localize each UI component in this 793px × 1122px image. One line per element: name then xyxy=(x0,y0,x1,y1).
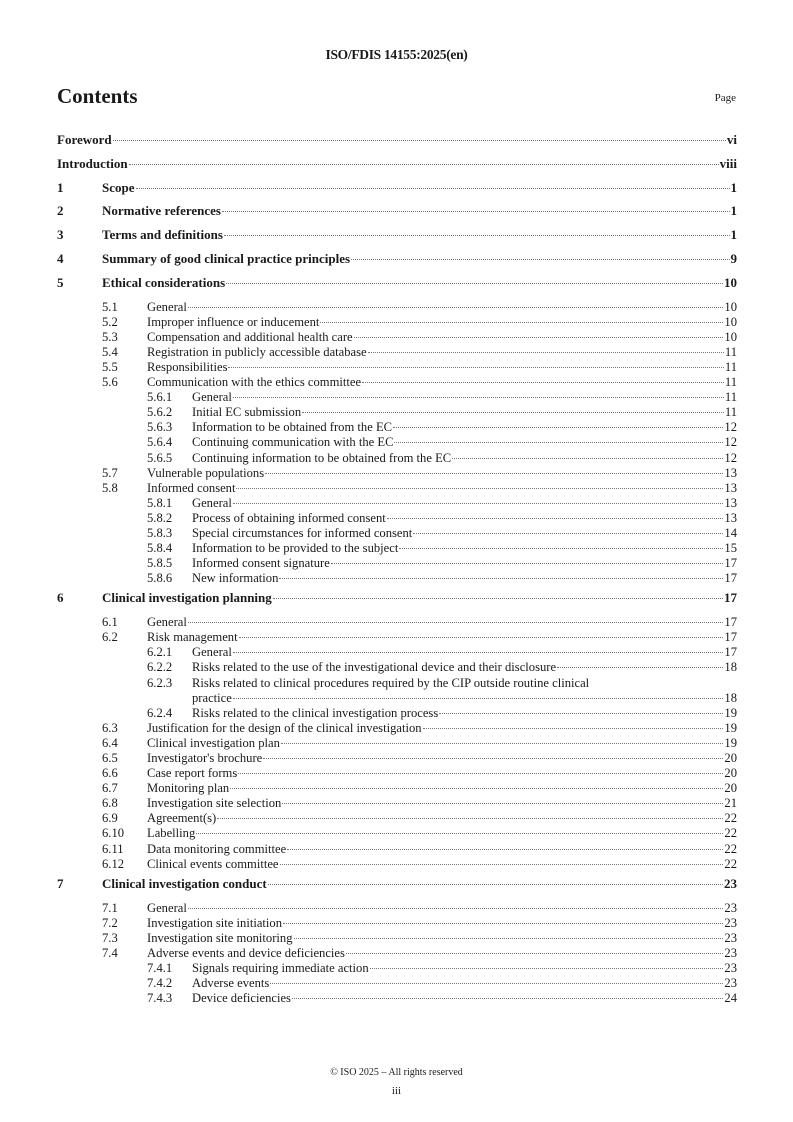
toc-entry-page: 12 xyxy=(724,420,737,435)
toc-entry-title: Compensation and additional health care xyxy=(147,329,353,344)
toc-entry-page: 22 xyxy=(724,856,737,871)
toc-entry-number: 5.5 xyxy=(102,359,118,374)
toc-entry-number: 6.8 xyxy=(102,796,118,811)
toc-entry[interactable] xyxy=(57,751,737,766)
dot-leader xyxy=(233,502,724,504)
table-of-contents xyxy=(57,128,737,1006)
toc-entry-page: 19 xyxy=(724,720,737,735)
toc-entry-title: Process of obtaining informed consent xyxy=(192,510,386,525)
toc-entry-page: 20 xyxy=(724,781,737,796)
toc-entry-page: 22 xyxy=(724,811,737,826)
toc-entry-number: 6.6 xyxy=(102,766,118,781)
toc-entry-page: 12 xyxy=(724,435,737,450)
dot-leader xyxy=(280,863,724,865)
toc-entry[interactable] xyxy=(57,676,737,706)
toc-entry[interactable] xyxy=(57,152,737,176)
dot-leader xyxy=(287,848,723,850)
toc-entry-page: 10 xyxy=(724,314,737,329)
toc-entry-number: 5.2 xyxy=(102,314,118,329)
toc-entry-page: 23 xyxy=(724,900,737,915)
toc-entry-number: 5.8 xyxy=(102,480,118,495)
toc-entry-title: Investigator's brochure xyxy=(147,751,263,765)
toc-entry-number: 6.2.1 xyxy=(147,645,173,660)
toc-entry-page: 19 xyxy=(724,735,737,750)
toc-entry-title: General xyxy=(147,615,187,630)
dot-leader xyxy=(320,321,723,323)
toc-entry-page: 17 xyxy=(724,556,737,571)
toc-entry-title: Clinical investigation planning xyxy=(102,590,272,606)
dot-leader xyxy=(188,306,724,308)
document-header-id: ISO/FDIS 14155:2025(en) xyxy=(325,47,468,62)
toc-entry-title: Investigation site monitoring xyxy=(147,930,293,945)
toc-entry-number: 5.8.3 xyxy=(147,525,173,540)
toc-entry[interactable] xyxy=(57,526,737,541)
toc-entry-page: 9 xyxy=(730,250,737,266)
toc-entry-page: 1 xyxy=(730,179,737,195)
toc-entry-title: General xyxy=(147,900,187,915)
toc-entry-title: Device deficiencies xyxy=(192,991,291,1006)
toc-entry-page: 19 xyxy=(724,705,737,720)
toc-entry-page: 11 xyxy=(724,390,737,405)
dot-leader xyxy=(188,907,724,909)
toc-entry-number: 5.4 xyxy=(102,344,118,359)
toc-entry-title: Agreement(s) xyxy=(147,811,217,826)
toc-entry[interactable] xyxy=(57,247,737,271)
toc-entry-page: 11 xyxy=(724,344,737,359)
toc-entry-page: 13 xyxy=(724,465,737,480)
toc-entry-title: Clinical events committee xyxy=(147,856,279,871)
toc-entry[interactable] xyxy=(57,961,737,976)
toc-entry-number: 6.11 xyxy=(102,841,124,856)
toc-entry[interactable] xyxy=(57,176,737,200)
footer-page-number: iii xyxy=(391,1085,402,1097)
footer-copyright: © ISO 2025 – All rights reserved xyxy=(330,1067,463,1078)
toc-entry-title: Signals requiring immediate action xyxy=(192,960,369,975)
toc-entry-page: 14 xyxy=(724,525,737,540)
toc-entry-number: 6.5 xyxy=(102,751,118,765)
toc-entry[interactable] xyxy=(57,976,737,991)
dot-leader xyxy=(233,697,724,699)
toc-entry[interactable] xyxy=(57,796,737,811)
toc-entry[interactable] xyxy=(57,615,737,630)
dot-leader xyxy=(230,787,723,789)
toc-entry-page: 11 xyxy=(724,375,737,390)
toc-entry-title: Informed consent xyxy=(147,480,236,495)
toc-entry-title: Introduction xyxy=(57,155,128,171)
toc-entry-title: Data monitoring committee xyxy=(147,841,287,856)
toc-entry[interactable] xyxy=(57,496,737,511)
toc-entry-title: Adverse events and device deficiencies xyxy=(147,945,345,960)
toc-entry-number: 6.7 xyxy=(102,781,118,796)
dot-leader xyxy=(188,621,724,623)
toc-entry-title: Initial EC submission xyxy=(192,405,302,420)
toc-entry-title: Clinical investigation conduct xyxy=(102,875,267,891)
toc-entry[interactable] xyxy=(57,511,737,526)
toc-entry-number: 6.1 xyxy=(102,615,118,630)
toc-entry[interactable] xyxy=(57,330,737,345)
toc-entry-page: 11 xyxy=(724,405,737,420)
dot-leader xyxy=(452,457,723,459)
dot-leader xyxy=(351,258,729,260)
toc-entry-page: viii xyxy=(719,155,737,171)
toc-entry-title: New information xyxy=(192,571,279,586)
toc-entry-page: 23 xyxy=(724,915,737,930)
toc-entry-number: 5.8.5 xyxy=(147,556,173,571)
toc-entry-page: 13 xyxy=(724,480,737,495)
dot-leader xyxy=(281,742,723,744)
toc-entry-title: Labelling xyxy=(147,826,196,841)
toc-entry-page: 13 xyxy=(724,495,737,510)
toc-entry-number: 5.8.2 xyxy=(147,510,173,525)
toc-entry-title: General xyxy=(147,299,187,314)
dot-leader xyxy=(268,883,723,885)
toc-entry-title: Adverse events xyxy=(192,976,270,991)
toc-entry-title: Information to be provided to the subject xyxy=(192,541,399,556)
toc-entry[interactable] xyxy=(57,466,737,481)
toc-entry[interactable] xyxy=(57,931,737,946)
toc-entry-title: Summary of good clinical practice principles xyxy=(102,250,351,266)
toc-entry-page: 22 xyxy=(724,826,737,841)
dot-leader xyxy=(362,381,724,383)
toc-entry-page: 10 xyxy=(724,274,737,290)
toc-entry[interactable] xyxy=(57,435,737,450)
toc-entry-title: Vulnerable populations xyxy=(147,465,265,480)
dot-leader xyxy=(265,472,723,474)
dot-leader xyxy=(354,336,724,338)
toc-entry-title: Risks related to clinical procedures required by the CIP outside routine clinical xyxy=(192,675,590,690)
dot-leader xyxy=(302,411,724,413)
toc-entry[interactable] xyxy=(57,842,737,857)
toc-entry-number: 5.8.1 xyxy=(147,495,173,510)
dot-leader xyxy=(368,351,724,353)
toc-entry-title: Terms and definitions xyxy=(102,227,223,243)
dot-leader xyxy=(239,636,724,638)
toc-entry-number: 6.10 xyxy=(102,826,125,841)
toc-entry-number: 5.1 xyxy=(102,299,118,314)
toc-entry[interactable] xyxy=(57,857,737,872)
toc-entry-page: 22 xyxy=(724,841,737,856)
toc-entry[interactable] xyxy=(57,645,737,660)
dot-leader xyxy=(129,163,719,165)
toc-entry-page: 23 xyxy=(724,945,737,960)
toc-entry-page: 23 xyxy=(724,930,737,945)
toc-entry[interactable] xyxy=(57,199,737,223)
toc-entry-page: 17 xyxy=(724,630,737,645)
toc-entry-title-continued: practice xyxy=(192,690,232,705)
toc-entry-title: General xyxy=(192,390,232,405)
toc-entry-number: 6.2.4 xyxy=(147,705,173,720)
toc-entry-number: 6 xyxy=(57,590,64,606)
toc-entry[interactable] xyxy=(57,571,737,586)
toc-entry-number: 7.4 xyxy=(102,945,118,960)
toc-entry-page: 23 xyxy=(724,960,737,975)
toc-entry-title: Improper influence or inducement xyxy=(147,314,320,329)
toc-entry-page: 21 xyxy=(724,796,737,811)
toc-entry[interactable] xyxy=(57,660,737,675)
dot-leader xyxy=(113,139,726,141)
dot-leader xyxy=(413,532,723,534)
toc-entry-number: 5.8.4 xyxy=(147,541,173,556)
toc-entry[interactable] xyxy=(57,901,737,916)
dot-leader xyxy=(273,597,723,599)
toc-entry[interactable] xyxy=(57,766,737,781)
toc-entry-number: 6.2 xyxy=(102,630,118,645)
toc-entry[interactable] xyxy=(57,946,737,961)
toc-entry-title: Informed consent signature xyxy=(192,556,330,571)
toc-entry-page: 17 xyxy=(724,590,737,606)
toc-entry-title: Risk management xyxy=(147,630,238,645)
toc-entry[interactable] xyxy=(57,345,737,360)
toc-entry-number: 5.6.4 xyxy=(147,435,173,450)
dot-leader xyxy=(399,547,723,549)
toc-entry-number: 6.2.3 xyxy=(147,675,173,690)
toc-entry-title: Responsibilities xyxy=(147,359,228,374)
toc-entry[interactable] xyxy=(57,872,737,896)
dot-leader xyxy=(222,210,730,212)
dot-leader xyxy=(387,517,724,519)
toc-entry[interactable] xyxy=(57,223,737,247)
toc-entry-page: 18 xyxy=(724,690,737,705)
toc-entry-number: 7 xyxy=(57,875,64,891)
dot-leader xyxy=(279,577,723,579)
toc-entry-number: 6.9 xyxy=(102,811,118,826)
toc-entry[interactable] xyxy=(57,360,737,375)
toc-entry-page: 10 xyxy=(724,299,737,314)
toc-entry-number: 5.6.1 xyxy=(147,390,173,405)
toc-entry-page: 12 xyxy=(724,450,737,465)
dot-leader xyxy=(263,757,723,759)
dot-leader xyxy=(228,366,723,368)
toc-entry-number: 7.1 xyxy=(102,900,118,915)
toc-entry-title: Registration in publicly accessible database xyxy=(147,344,367,359)
dot-leader xyxy=(370,967,724,969)
toc-entry-title: Justification for the design of the clinical investigation xyxy=(147,720,422,735)
toc-entry-number: 6.3 xyxy=(102,720,118,735)
toc-entry[interactable] xyxy=(57,781,737,796)
toc-entry-number: 5.8.6 xyxy=(147,571,173,586)
toc-entry[interactable] xyxy=(57,736,737,751)
toc-entry-title: General xyxy=(192,645,232,660)
dot-leader xyxy=(217,817,723,819)
toc-entry-title: Continuing communication with the EC xyxy=(192,435,394,450)
toc-entry[interactable] xyxy=(57,390,737,405)
dot-leader xyxy=(557,666,723,668)
toc-entry-page: 10 xyxy=(724,329,737,344)
dot-leader xyxy=(394,441,723,443)
toc-entry-number: 6.4 xyxy=(102,735,118,750)
toc-entry-number: 6.2.2 xyxy=(147,660,173,675)
toc-entry-page: 23 xyxy=(724,875,737,891)
toc-entry-number: 6.12 xyxy=(102,856,125,871)
dot-leader xyxy=(233,396,724,398)
toc-entry[interactable] xyxy=(57,630,737,645)
toc-entry-number: 5.6 xyxy=(102,375,118,390)
toc-entry[interactable] xyxy=(57,128,737,152)
toc-entry-number: 7.3 xyxy=(102,930,118,945)
toc-entry-number: 7.4.2 xyxy=(147,976,173,991)
toc-entry-number: 5.6.3 xyxy=(147,420,173,435)
dot-leader xyxy=(282,802,723,804)
toc-entry-page: 1 xyxy=(730,203,737,219)
dot-leader xyxy=(346,952,723,954)
toc-entry-page: 18 xyxy=(724,660,737,675)
toc-entry-number: 5 xyxy=(57,274,64,290)
toc-entry-page: 15 xyxy=(724,541,737,556)
toc-entry[interactable] xyxy=(57,586,737,610)
toc-entry-title: Risks related to the use of the investigational device and their disclosure xyxy=(192,660,557,675)
toc-entry-title: Investigation site selection xyxy=(147,796,282,811)
toc-entry[interactable] xyxy=(57,811,737,826)
dot-leader xyxy=(393,426,723,428)
dot-leader xyxy=(136,187,730,189)
toc-entry-page: 20 xyxy=(724,751,737,765)
dot-leader xyxy=(238,772,723,774)
dot-leader xyxy=(233,651,724,653)
toc-entry-page: 11 xyxy=(724,359,737,374)
toc-entry-title: Continuing information to be obtained from the EC xyxy=(192,450,452,465)
toc-entry-number: 1 xyxy=(57,179,64,195)
dot-leader xyxy=(292,997,723,999)
toc-entry[interactable] xyxy=(57,420,737,435)
dot-leader xyxy=(236,487,723,489)
dot-leader xyxy=(423,727,724,729)
toc-entry-title: Foreword xyxy=(57,132,112,147)
toc-entry-number: 5.7 xyxy=(102,465,118,480)
toc-entry-title: General xyxy=(192,495,232,510)
toc-entry-page: 24 xyxy=(724,991,737,1006)
dot-leader xyxy=(224,234,730,236)
toc-entry-page: 1 xyxy=(730,227,737,243)
toc-entry[interactable] xyxy=(57,541,737,556)
toc-entry-number: 3 xyxy=(57,227,64,243)
contents-title: Contents xyxy=(57,84,138,108)
toc-entry-title: Communication with the ethics committee xyxy=(147,375,362,390)
toc-entry-title: Normative references xyxy=(102,203,221,219)
toc-entry[interactable] xyxy=(57,481,737,496)
dot-leader xyxy=(331,562,724,564)
toc-entry[interactable] xyxy=(57,315,737,330)
toc-entry-page: vi xyxy=(726,132,737,147)
dot-leader xyxy=(294,937,724,939)
dot-leader xyxy=(283,922,723,924)
dot-leader xyxy=(270,982,723,984)
toc-entry-page: 13 xyxy=(724,510,737,525)
toc-entry[interactable] xyxy=(57,556,737,571)
toc-entry-number: 4 xyxy=(57,250,64,266)
toc-entry-number: 7.4.3 xyxy=(147,991,173,1006)
toc-entry-number: 7.4.1 xyxy=(147,960,173,975)
toc-entry[interactable] xyxy=(57,826,737,841)
toc-entry[interactable] xyxy=(57,451,737,466)
toc-entry-page: 20 xyxy=(724,766,737,781)
toc-entry-title: Special circumstances for informed consent xyxy=(192,525,413,540)
toc-entry-title: Ethical considerations xyxy=(102,274,226,290)
toc-entry[interactable] xyxy=(57,271,737,295)
toc-entry-title: Monitoring plan xyxy=(147,781,230,796)
toc-entry-number: 5.6.2 xyxy=(147,405,173,420)
toc-entry-number: 5.6.5 xyxy=(147,450,173,465)
toc-entry-number: 7.2 xyxy=(102,915,118,930)
toc-entry[interactable] xyxy=(57,721,737,736)
toc-entry-title: Risks related to the clinical investigation process xyxy=(192,705,439,720)
toc-entry-page: 17 xyxy=(724,571,737,586)
dot-leader xyxy=(226,282,723,284)
toc-entry-page: 17 xyxy=(724,645,737,660)
toc-entry[interactable] xyxy=(57,300,737,315)
toc-entry-number: 5.3 xyxy=(102,329,118,344)
toc-entry[interactable] xyxy=(57,375,737,390)
toc-entry-page: 17 xyxy=(724,615,737,630)
dot-leader xyxy=(439,712,723,714)
toc-entry-title: Investigation site initiation xyxy=(147,915,283,930)
toc-entry[interactable] xyxy=(57,405,737,420)
dot-leader xyxy=(196,832,723,834)
toc-entry[interactable] xyxy=(57,991,737,1006)
toc-entry[interactable] xyxy=(57,916,737,931)
toc-entry[interactable] xyxy=(57,706,737,721)
toc-entry-title: Case report forms xyxy=(147,766,238,781)
toc-entry-number: 2 xyxy=(57,203,64,219)
toc-entry-title: Scope xyxy=(102,179,135,195)
page-column-label: Page xyxy=(714,92,736,104)
toc-entry-title: Clinical investigation plan xyxy=(147,735,280,750)
toc-entry-title: Information to be obtained from the EC xyxy=(192,420,393,435)
toc-entry-page: 23 xyxy=(724,976,737,991)
